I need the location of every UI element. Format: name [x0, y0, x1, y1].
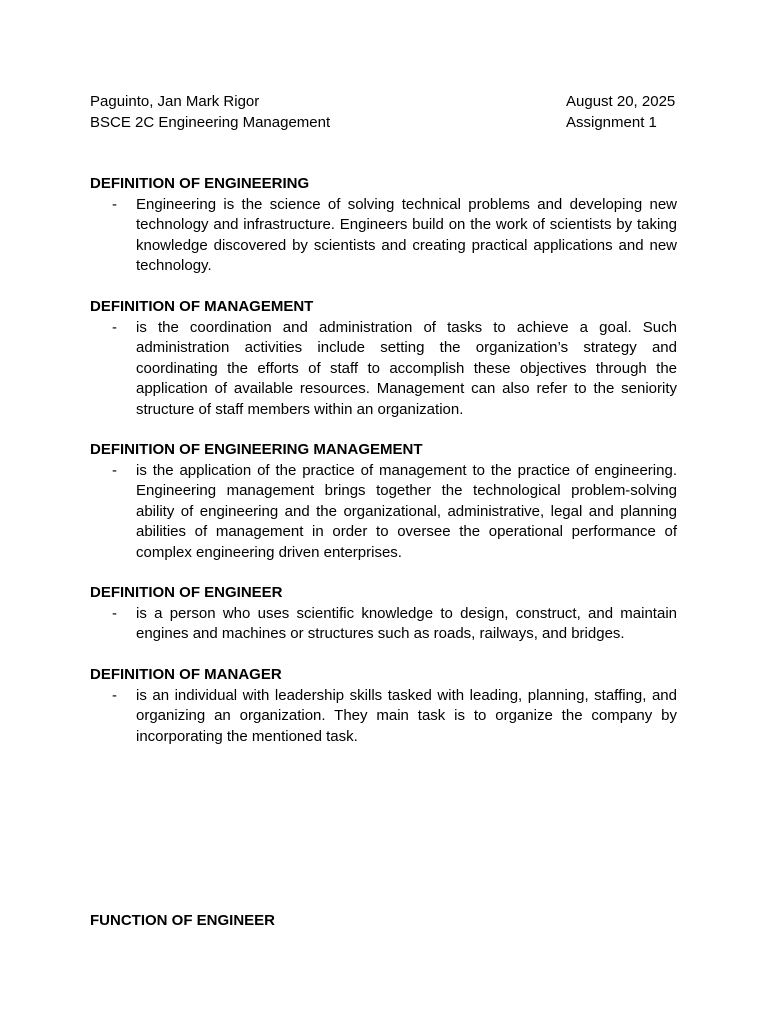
header-left	[90, 92, 330, 133]
section-heading: DEFINITION OF MANAGEMENT	[90, 298, 314, 315]
course-info: BSCE 2C Engineering Management	[90, 113, 331, 131]
list-item	[90, 686, 677, 748]
section-heading: DEFINITION OF ENGINEERING MANAGEMENT	[90, 441, 423, 458]
list-item	[90, 461, 677, 564]
section-text: is an individual with leadership skills tasked with leading, planning, staffing, and organizing an organization. They main task is to organize the company by incorporating the mentioned task.	[136, 686, 677, 745]
list-item	[90, 604, 677, 645]
section-definition-of-engineering	[90, 174, 677, 277]
date: August 20, 2025	[566, 93, 676, 110]
dash-bullet: -	[112, 461, 117, 479]
student-name: Paguinto, Jan Mark Rigor	[90, 93, 260, 110]
section-heading: DEFINITION OF ENGINEER	[90, 584, 283, 601]
section-function-of-engineer	[90, 911, 677, 932]
section-text: is the coordination and administration of tasks to achieve a goal. Such administration activities include setting the organization’s strategy and coordinating the efforts of staff to accomplish these objectives through the application of available resources. Management can also refer to the seniority structure of staff members within an organization.	[136, 318, 677, 418]
list-item	[90, 318, 677, 421]
section-heading: DEFINITION OF ENGINEERING	[90, 175, 310, 192]
section-text: is a person who uses scientific knowledge to design, construct, and maintain engines and machines or structures such as roads, railways, and bridges.	[136, 604, 677, 642]
assignment-label: Assignment 1	[566, 113, 657, 131]
section-heading: FUNCTION OF ENGINEER	[90, 912, 276, 929]
section-text: Engineering is the science of solving technical problems and developing new technology and infrastructure. Engineers build on the work of scientists by taking knowledge discovered by scientists and creating practical applications and new technology.	[136, 195, 677, 274]
dash-bullet: -	[112, 195, 117, 213]
section-definition-of-engineering-management	[90, 440, 677, 563]
section-definition-of-engineer	[90, 583, 677, 645]
header-right	[566, 92, 675, 133]
dash-bullet: -	[112, 604, 117, 622]
section-text: is the application of the practice of management to the practice of engineering. Engineering management brings together the technological problem-solving ability of engineering and the organizational, administrative, legal and planning abilities of management in order to oversee the operational performance of complex engineering driven enterprises.	[136, 461, 677, 561]
dash-bullet: -	[112, 318, 117, 336]
dash-bullet: -	[112, 686, 117, 704]
list-item	[90, 195, 677, 277]
section-definition-of-manager	[90, 665, 677, 747]
section-definition-of-management	[90, 297, 677, 420]
section-heading: DEFINITION OF MANAGER	[90, 666, 282, 683]
